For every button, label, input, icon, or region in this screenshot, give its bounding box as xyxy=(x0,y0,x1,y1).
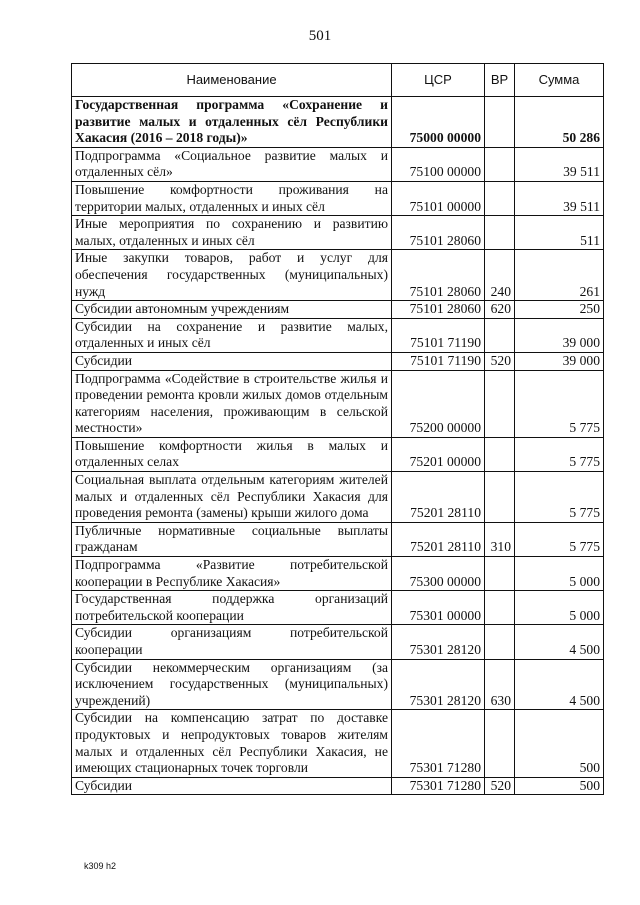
row-vr: 620 xyxy=(485,301,515,319)
header-name: Наименование xyxy=(72,64,392,97)
footer-code: k309 h2 xyxy=(84,861,117,871)
row-name: Субсидии на сохранение и развитие малых, отдаленных и иных сёл xyxy=(72,318,392,352)
row-sum: 4 500 xyxy=(515,625,604,659)
row-csr: 75101 28060 xyxy=(392,216,485,250)
table-row xyxy=(72,710,604,777)
row-name: Субсидии организациям потребительской кооперации xyxy=(72,625,392,659)
row-vr xyxy=(485,97,515,148)
row-sum: 39 511 xyxy=(515,181,604,215)
row-sum: 5 775 xyxy=(515,437,604,471)
row-name: Иные мероприятия по сохранению и развитию малых, отдаленных и иных сёл xyxy=(72,216,392,250)
table-row xyxy=(72,557,604,591)
row-csr: 75201 00000 xyxy=(392,437,485,471)
row-csr: 75000 00000 xyxy=(392,97,485,148)
row-name: Подпрограмма «Социальное развитие малых и отдаленных сёл» xyxy=(72,147,392,181)
row-sum: 39 000 xyxy=(515,352,604,370)
row-csr: 75301 00000 xyxy=(392,591,485,625)
row-csr: 75301 28120 xyxy=(392,625,485,659)
row-sum: 261 xyxy=(515,250,604,301)
table-body xyxy=(72,97,604,795)
row-sum: 5 775 xyxy=(515,472,604,523)
table-row xyxy=(72,659,604,710)
table-row xyxy=(72,522,604,556)
row-name: Повышение комфортности жилья в малых и отдаленных селах xyxy=(72,437,392,471)
row-vr: 310 xyxy=(485,522,515,556)
row-vr: 520 xyxy=(485,352,515,370)
row-name: Государственная поддержка организаций потребительской кооперации xyxy=(72,591,392,625)
header-csr: ЦСР xyxy=(392,64,485,97)
row-vr: 240 xyxy=(485,250,515,301)
row-sum: 5 775 xyxy=(515,522,604,556)
row-vr xyxy=(485,437,515,471)
table-row xyxy=(72,625,604,659)
row-sum: 500 xyxy=(515,777,604,795)
row-csr: 75101 71190 xyxy=(392,352,485,370)
row-csr: 75101 00000 xyxy=(392,181,485,215)
row-vr xyxy=(485,181,515,215)
row-vr xyxy=(485,318,515,352)
row-sum: 250 xyxy=(515,301,604,319)
header-vr: ВР xyxy=(485,64,515,97)
row-name: Субсидии некоммерческим организациям (за исключением государственных (муниципальных) учреждений) xyxy=(72,659,392,710)
table-row xyxy=(72,250,604,301)
row-vr: 630 xyxy=(485,659,515,710)
row-sum: 5 775 xyxy=(515,370,604,437)
table-row xyxy=(72,591,604,625)
row-vr xyxy=(485,472,515,523)
table-row xyxy=(72,216,604,250)
row-vr xyxy=(485,557,515,591)
table-row xyxy=(72,301,604,319)
table-row xyxy=(72,370,604,437)
row-csr: 75201 28110 xyxy=(392,472,485,523)
row-name: Субсидии xyxy=(72,352,392,370)
row-name: Подпрограмма «Развитие потребительской кооперации в Республике Хакасия» xyxy=(72,557,392,591)
row-name: Субсидии автономным учреждениям xyxy=(72,301,392,319)
row-csr: 75301 71280 xyxy=(392,777,485,795)
row-vr xyxy=(485,370,515,437)
row-sum: 5 000 xyxy=(515,557,604,591)
row-csr: 75300 00000 xyxy=(392,557,485,591)
row-csr: 75101 28060 xyxy=(392,250,485,301)
row-name: Подпрограмма «Содействие в строительстве жилья и проведении ремонта кровли жилых домов отдельным категориям населения, проживающим в сельской местности» xyxy=(72,370,392,437)
row-name: Публичные нормативные социальные выплаты гражданам xyxy=(72,522,392,556)
row-name: Социальная выплата отдельным категориям жителей малых и отдаленных сёл Республики Хакасия для проведения ремонта (замены) крыши жилого дома xyxy=(72,472,392,523)
row-csr: 75301 28120 xyxy=(392,659,485,710)
table-header-row xyxy=(72,64,604,97)
table-row xyxy=(72,472,604,523)
row-name: Субсидии xyxy=(72,777,392,795)
row-sum: 511 xyxy=(515,216,604,250)
row-csr: 75101 28060 xyxy=(392,301,485,319)
table-row xyxy=(72,97,604,148)
row-csr: 75101 71190 xyxy=(392,318,485,352)
page-number: 501 xyxy=(308,28,332,44)
table-row xyxy=(72,777,604,795)
row-csr: 75201 28110 xyxy=(392,522,485,556)
row-vr xyxy=(485,147,515,181)
row-vr: 520 xyxy=(485,777,515,795)
row-csr: 75200 00000 xyxy=(392,370,485,437)
row-name: Государственная программа «Сохранение и развитие малых и отдаленных сёл Республики Хакасия (2016 – 2018 годы)» xyxy=(72,97,392,148)
table-row xyxy=(72,181,604,215)
row-name: Повышение комфортности проживания на территории малых, отдаленных и иных сёл xyxy=(72,181,392,215)
header-sum: Сумма xyxy=(515,64,604,97)
row-sum: 5 000 xyxy=(515,591,604,625)
row-vr xyxy=(485,591,515,625)
row-csr: 75100 00000 xyxy=(392,147,485,181)
table-row xyxy=(72,318,604,352)
row-csr: 75301 71280 xyxy=(392,710,485,777)
row-name: Субсидии на компенсацию затрат по доставке продуктовых и непродуктовых товаров жителям малых и отдаленных сёл Республики Хакасия, не имеющих стационарных точек торговли xyxy=(72,710,392,777)
row-sum: 50 286 xyxy=(515,97,604,148)
row-vr xyxy=(485,625,515,659)
row-sum: 4 500 xyxy=(515,659,604,710)
row-sum: 500 xyxy=(515,710,604,777)
row-sum: 39 511 xyxy=(515,147,604,181)
row-sum: 39 000 xyxy=(515,318,604,352)
budget-table xyxy=(71,63,604,795)
table-row xyxy=(72,437,604,471)
row-name: Иные закупки товаров, работ и услуг для обеспечения государственных (муниципальных) нужд xyxy=(72,250,392,301)
table-row xyxy=(72,147,604,181)
row-vr xyxy=(485,216,515,250)
table-row xyxy=(72,352,604,370)
row-vr xyxy=(485,710,515,777)
